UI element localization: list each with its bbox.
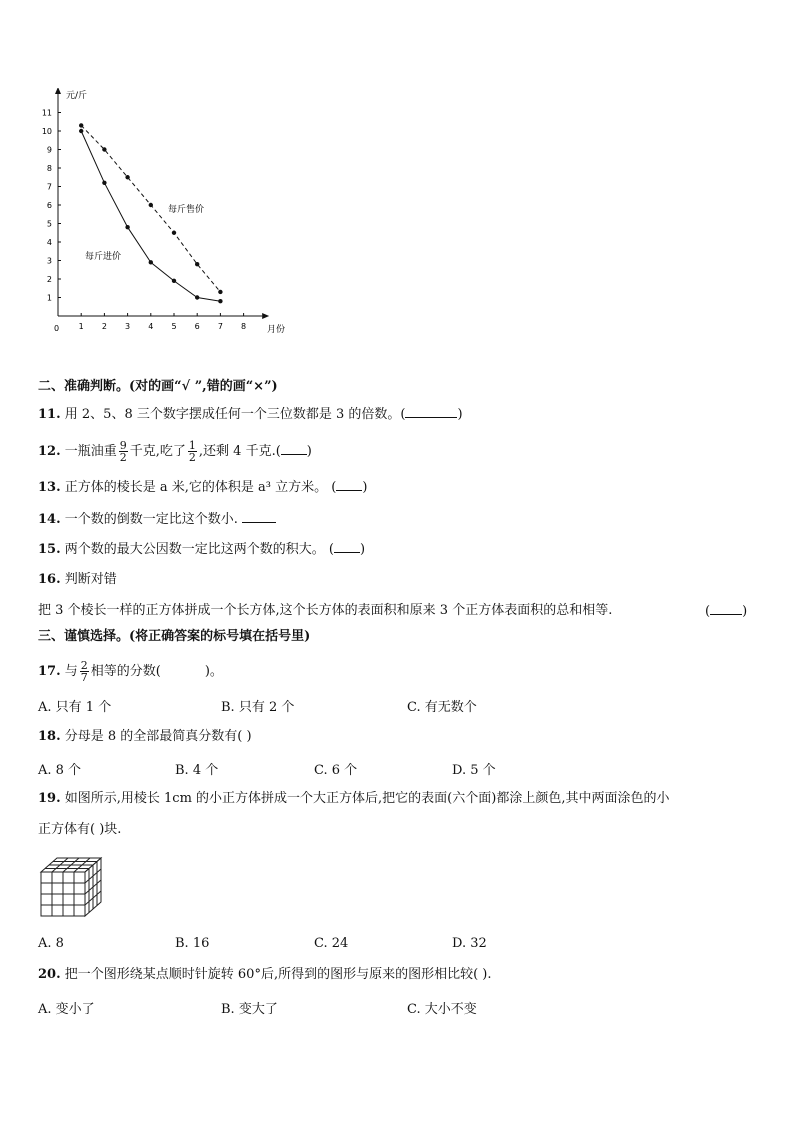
x-tick-label: 1 bbox=[78, 322, 84, 331]
y-tick-label: 5 bbox=[46, 219, 52, 229]
q19-text-1: 如图所示,用棱长 1cm 的小正方体拼成一个大正方体后,把它的表面(六个面)都涂上颜色,其中两面涂色的小 bbox=[64, 791, 670, 806]
q16-number: 16. bbox=[38, 572, 61, 587]
q17-text-a: 与 bbox=[64, 664, 78, 679]
x-tick-label: 7 bbox=[217, 322, 223, 331]
q14-text: 一个数的倒数一定比这个数小. bbox=[64, 512, 238, 527]
q20-option-c[interactable]: C. 大小不变 bbox=[407, 1002, 477, 1017]
q12-f1-denominator: 2 bbox=[119, 451, 127, 464]
y-tick-label: 10 bbox=[41, 127, 52, 136]
q12-f2-numerator: 1 bbox=[188, 439, 196, 452]
q16-title: 判断对错 bbox=[64, 572, 117, 587]
q12-f1-numerator: 9 bbox=[119, 439, 127, 452]
data-point bbox=[125, 175, 129, 179]
q12-f2-denominator: 2 bbox=[188, 451, 196, 464]
section2-title: 二、准确判断。(对的画“√ ”,错的画“×”) bbox=[38, 379, 278, 394]
question-11 bbox=[38, 405, 463, 424]
x-tick-label: 5 bbox=[171, 322, 177, 331]
y-tick-label: 4 bbox=[46, 238, 52, 247]
q17-option-a[interactable]: A. 只有 1 个 bbox=[38, 700, 112, 715]
q19-option-c[interactable]: C. 24 bbox=[314, 936, 349, 951]
question-17 bbox=[38, 660, 223, 683]
q12-fraction-1 bbox=[119, 440, 128, 463]
data-point bbox=[172, 279, 176, 283]
q11-answer-blank[interactable] bbox=[405, 405, 457, 418]
question-13 bbox=[38, 478, 367, 497]
question-19 bbox=[38, 790, 669, 808]
q15-text: 两个数的最大公因数一定比这两个数的积大。 ( bbox=[64, 542, 334, 557]
x-axis-arrow bbox=[262, 313, 269, 319]
q17-text-b: 相等的分数( bbox=[90, 664, 161, 679]
y-tick-label: 11 bbox=[41, 108, 52, 118]
q17-option-c[interactable]: C. 有无数个 bbox=[407, 700, 477, 715]
y-tick-label: 3 bbox=[46, 256, 52, 266]
q15-close: ) bbox=[359, 542, 366, 557]
series-line-1 bbox=[81, 131, 220, 301]
q13-close: ) bbox=[362, 480, 368, 495]
q18-text: 分母是 8 的全部最简真分数有( ) bbox=[64, 729, 252, 744]
data-point bbox=[172, 231, 176, 235]
q12-fraction-2 bbox=[188, 440, 197, 463]
q17-numerator: 2 bbox=[80, 659, 88, 672]
data-point bbox=[102, 147, 106, 151]
section3-title: 三、谨慎选择。(将正确答案的标号填在括号里) bbox=[38, 629, 311, 644]
q16-answer bbox=[705, 602, 747, 621]
chart-ticks bbox=[42, 109, 246, 332]
y-tick-label: 6 bbox=[46, 201, 52, 210]
q12-text-b: 千克,吃了 bbox=[129, 444, 186, 459]
data-point bbox=[125, 225, 129, 229]
q19-option-d[interactable]: D. 32 bbox=[452, 936, 487, 951]
q16-text: 把 3 个棱长一样的正方体拼成一个长方体,这个长方体的表面积和原来 3 个正方体表面积的总和相等. bbox=[38, 603, 613, 618]
question-20 bbox=[38, 966, 491, 984]
y-tick-label: 1 bbox=[46, 293, 52, 303]
q12-text-a: 一瓶油重 bbox=[64, 444, 117, 459]
q15-number: 15. bbox=[38, 542, 61, 557]
question-12 bbox=[38, 440, 312, 463]
q11-text: 用 2、5、8 三个数字摆成任何一个三位数都是 3 的倍数。( bbox=[64, 407, 406, 422]
question-19-line2 bbox=[38, 821, 121, 839]
x-tick-label: 8 bbox=[241, 322, 247, 331]
q18-option-a[interactable]: A. 8 个 bbox=[38, 763, 82, 778]
q12-answer-blank[interactable] bbox=[281, 442, 307, 455]
x-tick-label: 2 bbox=[101, 322, 107, 331]
q17-option-b[interactable]: B. 只有 2 个 bbox=[221, 700, 295, 715]
q17-fraction bbox=[80, 660, 89, 683]
data-point bbox=[149, 260, 153, 264]
q20-number: 20. bbox=[38, 967, 61, 982]
q13-text: 正方体的棱长是 a 米,它的体积是 a³ 立方米。 ( bbox=[64, 480, 337, 495]
q20-option-b[interactable]: B. 变大了 bbox=[221, 1002, 278, 1017]
q16-open: ( bbox=[705, 604, 711, 619]
question-14 bbox=[38, 510, 276, 529]
q16-close: ) bbox=[742, 604, 748, 619]
x-tick-label: 4 bbox=[148, 322, 154, 331]
question-16-title bbox=[38, 571, 117, 589]
x-tick-label: 6 bbox=[194, 322, 200, 331]
q20-option-a[interactable]: A. 变小了 bbox=[38, 1002, 95, 1017]
y-axis-arrow bbox=[55, 88, 61, 94]
q17-number: 17. bbox=[38, 664, 61, 679]
q14-answer-blank[interactable] bbox=[242, 510, 276, 523]
data-point bbox=[195, 295, 199, 299]
q19-option-b[interactable]: B. 16 bbox=[175, 936, 210, 951]
data-point bbox=[149, 203, 153, 207]
cube-figure bbox=[38, 855, 106, 919]
q16-answer-blank[interactable] bbox=[710, 602, 742, 615]
x-tick-label: 3 bbox=[125, 322, 131, 331]
q17-close: )。 bbox=[204, 664, 223, 679]
origin-label: 0 bbox=[54, 324, 60, 333]
price-line-chart bbox=[40, 88, 300, 343]
q19-option-a[interactable]: A. 8 bbox=[38, 936, 64, 951]
y-tick-label: 9 bbox=[46, 145, 52, 155]
data-point bbox=[79, 129, 83, 133]
q13-number: 13. bbox=[38, 480, 61, 495]
q19-number: 19. bbox=[38, 791, 61, 806]
q15-answer-blank[interactable] bbox=[334, 540, 360, 553]
chart-axes bbox=[55, 88, 269, 319]
q18-option-c[interactable]: C. 6 个 bbox=[314, 763, 358, 778]
question-15 bbox=[38, 540, 365, 559]
q12-number: 12. bbox=[38, 444, 61, 459]
y-tick-label: 7 bbox=[46, 182, 52, 192]
q14-number: 14. bbox=[38, 512, 61, 527]
y-tick-label: 2 bbox=[46, 275, 52, 284]
series-label-sell: 每斤售价 bbox=[168, 205, 205, 215]
y-tick-label: 8 bbox=[46, 164, 52, 173]
q17-denominator: 7 bbox=[80, 671, 88, 684]
y-axis-label: 元/斤 bbox=[66, 91, 88, 101]
q11-close: ) bbox=[457, 407, 463, 422]
question-16-body bbox=[38, 602, 612, 620]
data-point bbox=[102, 181, 106, 185]
q18-option-b[interactable]: B. 4 个 bbox=[175, 763, 219, 778]
x-axis-label: 月份 bbox=[267, 325, 286, 335]
q13-answer-blank[interactable] bbox=[336, 478, 362, 491]
data-point bbox=[218, 290, 222, 294]
question-18 bbox=[38, 728, 252, 746]
data-point bbox=[195, 262, 199, 266]
q18-number: 18. bbox=[38, 729, 61, 744]
data-point bbox=[218, 299, 222, 303]
q19-text-2: 正方体有( )块. bbox=[38, 822, 122, 837]
q12-close: ) bbox=[306, 444, 312, 459]
series-label-buy: 每斤进价 bbox=[85, 252, 122, 262]
q20-text: 把一个图形绕某点顺时针旋转 60°后,所得到的图形与原来的图形相比较( ). bbox=[64, 967, 492, 982]
q12-text-c: ,还剩 4 千克.( bbox=[198, 444, 281, 459]
q11-number: 11. bbox=[38, 407, 61, 422]
data-point bbox=[79, 123, 83, 127]
q18-option-d[interactable]: D. 5 个 bbox=[452, 763, 496, 778]
